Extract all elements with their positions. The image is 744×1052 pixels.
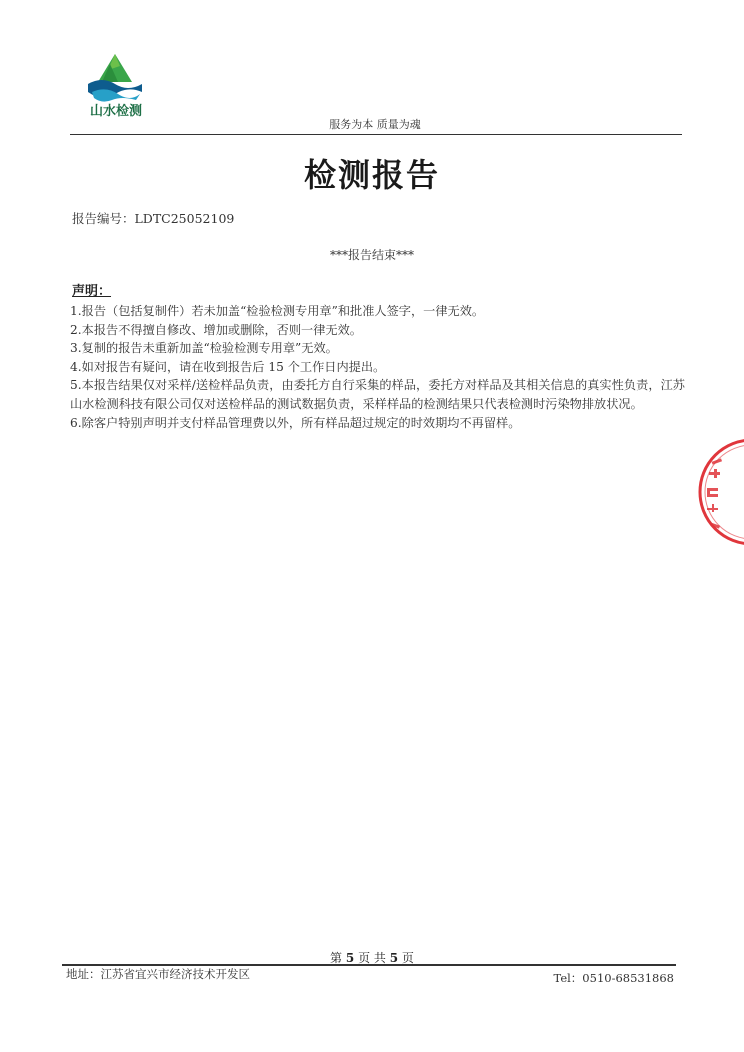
- total-pages: 5: [389, 951, 399, 965]
- statement-item: 5.本报告结果仅对采样/送检样品负责，由委托方自行采集的样品，委托方对样品及其相关信息的真实性负责，江苏山水检测科技有限公司仅对送检样品的测试数据负责，采样样品的检测结果只代表检测时污染物排放状况。: [70, 378, 685, 411]
- page-label-middle: 页 共: [358, 951, 386, 965]
- header-divider: [70, 134, 682, 135]
- logo-text: 山水检测: [89, 104, 142, 119]
- statement-item: 2.本报告不得擅自修改、增加或删除，否则一律无效。: [70, 322, 362, 337]
- report-number: 报告编号：LDTC25052109: [72, 211, 235, 226]
- page-label-prefix: 第: [330, 951, 343, 965]
- statement-item: 3.复制的报告未重新加盖“检验检测专用章”无效。: [70, 341, 338, 356]
- company-telephone: Tel：0510-68531868: [553, 971, 674, 985]
- statement-item: 6.除客户特别声明并支付样品管理费以外，所有样品超过规定的时效期均不再留样。: [70, 415, 521, 430]
- document-title: 检测报告: [303, 156, 440, 194]
- statement-heading: 声明：: [72, 284, 112, 299]
- statement-item: 4.如对报告有疑问，请在收到报告后 15 个工作日内提出。: [70, 359, 386, 374]
- page-label-suffix: 页: [401, 951, 414, 965]
- statement-list: [70, 302, 685, 432]
- statement-item: 1.报告（包括复制件）若未加盖“检验检测专用章”和批准人签字，一律无效。: [70, 304, 485, 318]
- company-address: 地址：江苏省宜兴市经济技术开发区: [66, 967, 250, 981]
- report-end-marker: ***报告结束***: [329, 248, 414, 262]
- header-slogan: 服务为本 质量为魂: [329, 118, 421, 131]
- official-seal-stamp: [692, 432, 744, 552]
- current-page: 5: [345, 951, 355, 965]
